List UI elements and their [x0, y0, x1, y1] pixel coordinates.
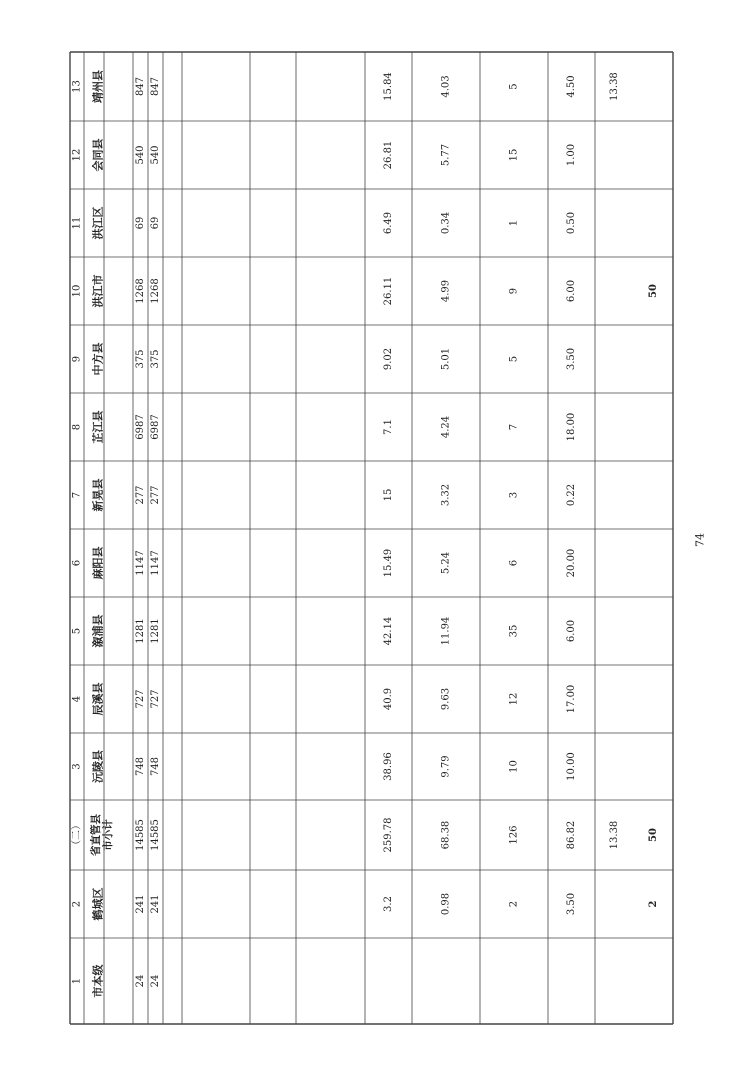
cell-r9: 4.50	[566, 75, 577, 98]
column-value-1: 1147	[135, 550, 146, 576]
column-value-1: 1268	[135, 278, 146, 304]
cell-r5: 3.2	[383, 896, 394, 912]
column-value-2: 14585	[150, 819, 161, 851]
column-name: 靖州县	[91, 70, 105, 103]
column-index: 5	[71, 627, 83, 635]
column-value-2: 277	[150, 485, 161, 505]
column-index: 13	[71, 80, 83, 93]
cell-r5: 38.96	[383, 752, 394, 781]
column-value-1: 69	[135, 216, 146, 230]
column-value-1: 375	[135, 349, 146, 369]
cell-r8: 126	[508, 825, 520, 845]
cell-r9: 10.00	[566, 752, 577, 781]
cell-r7: 0.98	[440, 892, 452, 916]
column-value-2: 1268	[150, 278, 161, 304]
cell-r8: 5	[508, 83, 520, 90]
column-name: 溆浦县	[91, 614, 105, 648]
column-index: 9	[71, 355, 83, 363]
cell-r8: 15	[508, 148, 520, 162]
cell-r7: 5.01	[440, 347, 452, 371]
column-name: 洪江区	[91, 206, 105, 240]
cell-r10: 13.38	[609, 72, 620, 101]
column-name: 沅陵县	[91, 750, 105, 783]
column-value-1: 277	[135, 485, 146, 505]
cell-r9: 1.00	[566, 143, 577, 167]
cell-r7: 3.32	[440, 483, 452, 507]
column-name: 洪江市	[91, 274, 105, 308]
column-index: 6	[71, 559, 83, 567]
column-value-2: 1147	[150, 550, 161, 576]
cell-r5: 42.14	[383, 616, 394, 646]
cell-r7: 5.24	[440, 551, 452, 575]
column-index: 7	[71, 491, 83, 499]
column-value-2: 6987	[150, 414, 161, 440]
cell-r5: 6.49	[383, 211, 394, 235]
cell-r9: 17.00	[566, 684, 577, 714]
cell-r9: 3.50	[566, 347, 577, 371]
column-index: 1	[71, 977, 83, 985]
column-index: 2	[71, 900, 83, 908]
cell-r9: 0.50	[566, 211, 577, 235]
cell-r5: 26.11	[383, 276, 394, 306]
cell-r5: 40.9	[383, 687, 394, 711]
cell-r8: 2	[508, 900, 520, 908]
cell-r8: 3	[508, 491, 520, 499]
column-value-1: 241	[135, 894, 146, 914]
column-value-2: 1281	[150, 618, 161, 644]
page-number: 74	[693, 533, 707, 547]
column-index: 8	[71, 423, 83, 431]
cell-r5: 9.02	[383, 347, 394, 371]
column-value-1: 847	[135, 76, 146, 97]
cell-r9: 6.00	[566, 279, 577, 303]
cell-r9: 18.00	[566, 412, 577, 442]
cell-r8: 6	[508, 559, 520, 567]
cell-r11: 50	[648, 284, 659, 298]
column-value-1: 727	[135, 689, 146, 709]
column-value-2: 727	[150, 689, 161, 709]
cell-r9: 6.00	[566, 619, 577, 643]
cell-r7: 0.34	[440, 211, 452, 235]
cell-r8: 12	[508, 692, 520, 706]
column-name: 会同县	[91, 138, 105, 172]
cell-r7: 68.38	[440, 820, 452, 850]
cell-r9: 3.50	[566, 892, 577, 916]
column-value-2: 69	[150, 216, 161, 230]
column-value-2: 847	[150, 76, 161, 97]
cell-r5: 15.84	[383, 72, 394, 101]
cell-r7: 4.24	[440, 415, 452, 439]
column-value-2: 540	[150, 145, 161, 165]
column-index: 10	[71, 284, 83, 298]
cell-r11: 2	[648, 900, 659, 908]
column-value-1: 540	[135, 145, 146, 165]
cell-r7: 9.63	[440, 687, 452, 711]
column-value-1: 748	[135, 756, 146, 777]
cell-r7: 9.79	[440, 755, 452, 778]
cell-r5: 26.81	[383, 140, 394, 170]
cell-r8: 35	[508, 624, 520, 638]
column-name: 新晃县	[91, 478, 105, 512]
column-index: 4	[71, 695, 83, 703]
column-value-2: 375	[150, 349, 161, 369]
column-index: 3	[71, 763, 83, 770]
column-value-1: 24	[135, 974, 146, 988]
cell-r8: 7	[508, 423, 520, 431]
column-value-1: 6987	[135, 414, 146, 440]
cell-r8: 5	[508, 355, 520, 363]
column-name: 鹤城区	[91, 887, 105, 921]
cell-r8: 9	[508, 287, 520, 295]
column-name: 麻阳县	[91, 546, 105, 580]
cell-r10: 13.38	[609, 820, 620, 850]
column-index: 12	[71, 148, 83, 162]
cell-r5: 259.78	[383, 817, 394, 853]
column-value-2: 24	[150, 974, 161, 988]
cell-r5: 15	[383, 488, 394, 502]
column-name-line2: 市小计	[102, 819, 114, 851]
cell-r9: 20.00	[566, 548, 577, 578]
column-value-1: 1281	[135, 618, 146, 644]
cell-r7: 11.94	[440, 616, 452, 646]
cell-r5: 7.1	[383, 419, 394, 435]
column-index: （二）	[71, 820, 83, 850]
column-name: 中方县	[91, 342, 105, 376]
column-name: 市本级	[91, 964, 105, 998]
cell-r8: 10	[508, 760, 520, 773]
cell-r7: 4.99	[440, 279, 452, 303]
column-value-2: 748	[150, 756, 161, 777]
cell-r7: 4.03	[440, 75, 452, 98]
column-index: 11	[71, 216, 83, 230]
column-value-2: 241	[150, 894, 161, 914]
cell-r9: 86.82	[566, 820, 577, 850]
column-name: 辰溪县	[91, 682, 105, 716]
cell-r8: 1	[508, 219, 520, 227]
cell-r5: 15.49	[383, 548, 394, 578]
cell-r11: 50	[648, 828, 659, 842]
column-value-1: 14585	[135, 819, 146, 851]
cell-r9: 0.22	[566, 483, 577, 507]
cell-r7: 5.77	[440, 143, 452, 167]
column-name-line1: 省直管县	[90, 814, 102, 856]
column-name: 芷江县	[91, 410, 105, 444]
